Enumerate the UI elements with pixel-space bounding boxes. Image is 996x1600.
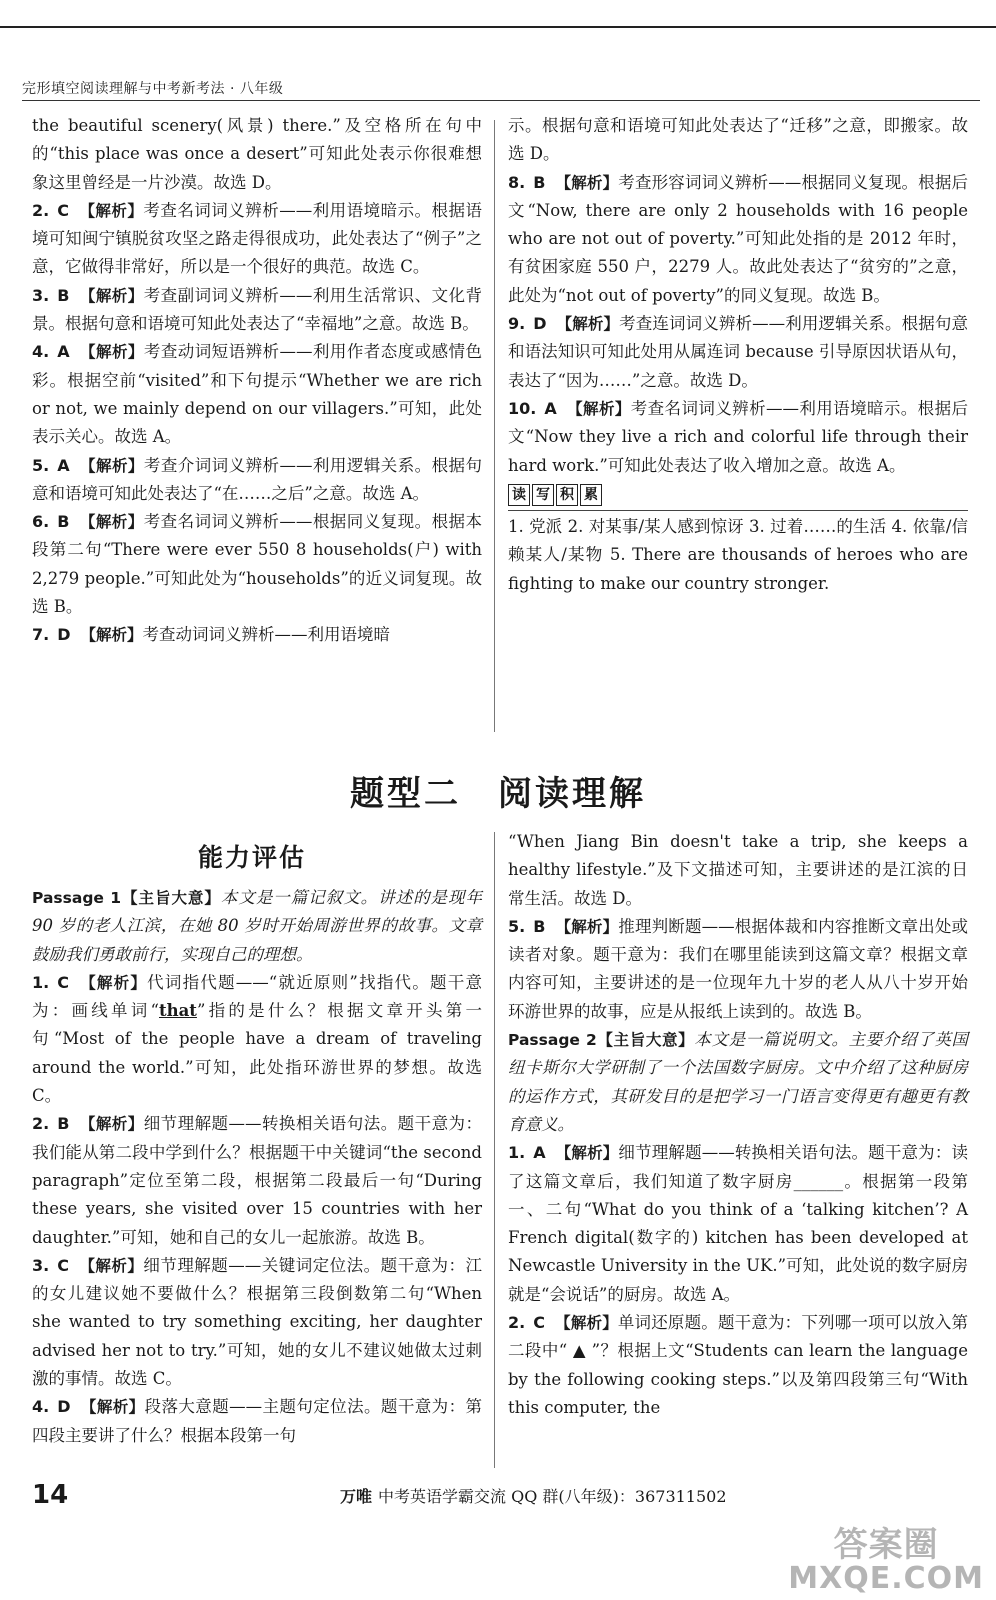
underlined-word: that — [159, 1001, 197, 1021]
page-number: 14 — [32, 1480, 69, 1510]
item-tag: 【解析】 — [78, 973, 148, 992]
item-number: 1. — [508, 1143, 526, 1163]
item-answer: C — [57, 972, 69, 992]
item-number: 4. — [32, 342, 50, 362]
item-text: 单词还原题。题干意为：下列哪一项可以放入第二段中“ ▲ ”？根据上文“Students can learn the language by the following cooking steps.”以及第四段第三句“With this computer, the — [508, 1313, 968, 1417]
item-text: 考查动词词义辨析——利用语境暗 — [142, 625, 391, 645]
item-text: 考查名词词义辨析——利用语境暗示。根据语境可知闽宁镇脱贫攻坚之路走得很成功，此处表达了“例子”之意，它做得非常好，所以是一个很好的典范。故选 C。 — [32, 200, 482, 277]
answer-item — [508, 1309, 968, 1422]
answer-item — [32, 197, 482, 282]
item-number: 7. — [32, 625, 50, 645]
item-answer: D — [57, 1397, 71, 1417]
item-number: 8. — [508, 172, 526, 192]
answer-item-1-cont — [32, 112, 482, 197]
answer-item — [32, 282, 482, 339]
item-answer: B — [57, 285, 70, 305]
answer-item — [32, 621, 482, 649]
answer-item-4-cont — [508, 828, 968, 913]
item-number: 3. — [32, 1255, 50, 1275]
answer-item — [32, 969, 482, 1110]
answer-item — [508, 1139, 968, 1309]
item-tag: 【解析】 — [555, 173, 619, 192]
item-text: 推理判断题——根据体裁和内容推断文章出处或读者对象。题干意为：我们在哪里能读到这篇文章？根据文章内容可知，主要讲述的是一位现年九十岁的老人从八十岁开始环游世界的故事，应是从报纸上读到的。故选 B。 — [508, 916, 968, 1021]
rw-char: 累 — [580, 484, 602, 506]
answer-item — [508, 169, 968, 310]
item-number: 5. — [508, 916, 526, 936]
item-number: 2. — [32, 200, 50, 220]
brand-logo: 万唯 — [340, 1487, 373, 1506]
watermark-line: MXQE.COM — [788, 1561, 984, 1596]
answer-item — [508, 310, 968, 395]
item-text: 示。根据句意和语境可知此处表达了“迁移”之意，即搬家。故选 D。 — [508, 116, 968, 164]
item-tag: 【解析】 — [555, 917, 619, 936]
item-answer: A — [57, 455, 70, 475]
item-number: 5. — [32, 455, 50, 475]
right-top-column — [508, 112, 968, 598]
item-text: “When Jiang Bin doesn't take a trip, she keeps a healthy lifestyle.”及下文描述可知，主要讲述的是江滨的日常生活。故选 D。 — [508, 832, 968, 908]
item-tag: 【解析】 — [555, 1144, 619, 1163]
rw-char: 读 — [508, 484, 530, 506]
item-answer: D — [533, 314, 547, 334]
item-tag: 【解析】 — [79, 513, 144, 532]
sub-title: 能力评估 — [198, 843, 307, 872]
item-text: 考查名词词义辨析——根据同义复现。根据本段第二句“There were ever 550 8 households(户) with 2,279 people.”可知此处为“households”的近义词复现。故选 B。 — [32, 512, 482, 617]
item-text: the beautiful scenery(风景) there.”及空格所在句中的“this place was once a desert”可知此处表示你很难想象这里曾经是一片沙漠。故选 D。 — [32, 116, 482, 192]
item-tag: 【解析】 — [79, 286, 144, 305]
read-write-accumulate-heading — [508, 480, 968, 511]
item-answer: B — [57, 1114, 70, 1134]
item-text: 细节理解题——关键词定位法。题干意为：江的女儿建议她不要做什么？根据第三段倒数第二句“When she wanted to try something exciting, her daughter advised her not to try.”可知，她的女儿不建议她做太过刺激的事情。故选 C。 — [32, 1255, 482, 1389]
item-tag: 【解析】 — [556, 315, 620, 334]
passage-text: 本文是一篇说明文。主要介绍了英国纽卡斯尔大学研制了一个法国数字厨房。文中介绍了这种厨房的运作方式，其研发目的是把学习一门语言变得更有趣更有教育意义。 — [508, 1030, 969, 1134]
item-answer: C — [57, 200, 69, 220]
item-text: 细节理解题——转换相关语句法。题干意为：读了这篇文章后，我们知道了数字厨房______。根据第一段第一、二句“What do you think of a ‘talking kitchen’? A French digital(数字的) kitchen has been developed at Newcastle University in the UK.”可知，此处说的数字厨房就是“会说话”的厨房。故选 A。 — [508, 1143, 968, 1304]
footer — [340, 1484, 727, 1507]
item-text: 细节理解题——转换相关语句法。题干意为：我们能从第二段中学到什么？根据题干中关键词“the second paragraph”定位至第二段，根据第二段最后一句“During these years, she visited over 15 countries with her daughter.”可知，她和自己的女儿一起旅游。故选 B。 — [32, 1114, 482, 1247]
read-write-answers: 1. 党派 2. 对某事/某人感到惊讶 3. 过着……的生活 4. 依靠/信赖某人/某物 5. There are thousands of heroes who are fighting to make our country stronger. — [508, 517, 968, 593]
item-answer: B — [533, 916, 546, 936]
item-text: 考查副词词义辨析——利用生活常识、文化背景。根据句意和语境可知此处表达了“幸福地”之意。故选 B。 — [32, 285, 482, 334]
item-number: 4. — [32, 1397, 50, 1417]
running-header: 完形填空阅读理解与中考新考法 · 八年级 — [22, 81, 284, 97]
item-text: 考查名词词义辨析——利用语境暗示。根据后文“Now they live a rich and colorful life through their hard work.”可知此处表达了收入增加之意。故选 A。 — [508, 398, 968, 475]
item-answer: B — [533, 172, 546, 192]
item-number: 6. — [32, 512, 50, 532]
item-tag: 【解析】 — [554, 1314, 618, 1333]
item-text: 考查介词词义辨析——利用逻辑关系。根据句意和语境可知此处表达了“在……之后”之意。故选 A。 — [32, 455, 482, 503]
header-rule — [22, 100, 980, 101]
item-number: 9. — [508, 314, 526, 334]
answer-item — [32, 1252, 482, 1393]
item-tag: 【解析】 — [78, 201, 144, 220]
rw-char: 积 — [556, 484, 578, 506]
answer-item — [32, 338, 482, 451]
top-rule — [0, 26, 996, 28]
item-tag: 【解析】 — [79, 456, 144, 475]
passage-text: 本文是一篇记叙文。讲述的是现年 90 岁的老人江滨，在她 80 岁时开始周游世界的故事。文章鼓励我们勇敢前行，实现自己的理想。 — [32, 888, 483, 964]
item-text: 代词指代题——“就近原则”找指代。题干意为：画线单词“ — [32, 972, 482, 1021]
answer-item — [32, 452, 482, 509]
item-answer: C — [533, 1313, 545, 1333]
footer-text: 中考英语学霸交流 QQ 群(八年级)：367311502 — [378, 1487, 727, 1506]
passage-label: Passage 2【主旨大意】 — [508, 1031, 695, 1050]
item-answer: A — [57, 342, 70, 362]
item-answer: B — [57, 512, 70, 532]
passage-summary — [508, 1026, 968, 1139]
item-number: 2. — [508, 1313, 526, 1333]
item-answer: A — [533, 1143, 546, 1163]
item-tag: 【解析】 — [566, 399, 631, 418]
item-tag: 【解析】 — [80, 626, 143, 645]
passage-label: Passage 1【主旨大意】 — [32, 889, 221, 907]
answer-item — [32, 1110, 482, 1251]
rw-char: 写 — [532, 484, 554, 506]
item-tag: 【解析】 — [80, 1398, 145, 1417]
item-number: 2. — [32, 1114, 50, 1134]
item-answer: A — [544, 398, 557, 418]
item-tag: 【解析】 — [79, 343, 144, 362]
left-bottom-column — [32, 884, 482, 1450]
item-number: 1. — [32, 972, 50, 992]
answer-item-7-cont — [508, 112, 968, 169]
right-bottom-column — [508, 828, 968, 1422]
watermark-logo — [788, 1525, 984, 1596]
item-text: ”指的是什么？根据文章开头第一句“Most of the people have a dream of traveling around the world.”可知，此处指环游世界的梦想。故选 C。 — [32, 1001, 483, 1106]
left-top-column — [32, 112, 482, 650]
item-text: 考查连词词义辨析——利用逻辑关系。根据句意和语法知识可知此处用从属连词 because 引导原因状语从句，表达了“因为……”之意。故选 D。 — [508, 314, 968, 390]
item-answer: C — [57, 1255, 69, 1275]
item-tag: 【解析】 — [78, 1256, 144, 1275]
watermark-line: 答案圈 — [833, 1525, 939, 1565]
section-title: 题型二 阅读理解 — [350, 774, 646, 814]
item-tag: 【解析】 — [79, 1115, 144, 1134]
answer-item — [508, 395, 968, 480]
item-number: 10. — [508, 398, 537, 418]
column-divider — [494, 832, 495, 1468]
answer-item — [32, 508, 482, 621]
item-number: 3. — [32, 285, 50, 305]
answer-item — [32, 1393, 482, 1450]
column-divider — [494, 120, 495, 732]
passage-summary — [32, 884, 482, 969]
item-text: 段落大意题——主题句定位法。题干意为：第四段主要讲了什么？根据本段第一句 — [32, 1397, 482, 1445]
item-answer: D — [57, 625, 71, 645]
item-text: 考查形容词词义辨析——根据同义复现。根据后文“Now, there are only 2 households with 16 people who are not out of poverty.”可知此处指的是 2012 年时，有贫困家庭 550 户，2279 人。故此处表达了“贫穷的”之意，此处为“not out of poverty”的同义复现。故选 B。 — [508, 172, 968, 305]
answer-item — [508, 913, 968, 1026]
item-text: 考查动词短语辨析——利用作者态度或感情色彩。根据空前“visited”和下句提示“Whether we are rich or not, we mainly depend on our villagers.”可知，此处表示关心。故选 A。 — [32, 342, 482, 447]
